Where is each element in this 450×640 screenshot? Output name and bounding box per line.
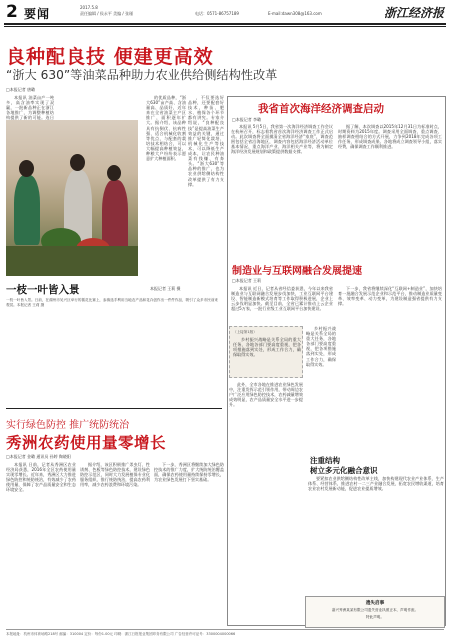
masthead <box>0 0 450 24</box>
bottom-col-2: 据介绍，该区积极推广杀虫灯、性诱剂、色板等绿色防控技术，建设绿色防控示范区，同时大力发展植保专业化服务组织，推行统防统治，提高农药利用率，减少农药浪费和环境污染。 <box>80 462 150 488</box>
manufacturing-byline: □本报记者 王莉 <box>232 278 262 283</box>
masthead-rule <box>4 23 446 25</box>
ocean-survey-col-2: 据了解，本次调查以2015年12月31日为标准时点，时期资料为2015年度。调查采用全面调查、重点调查、抽样调查相结合的方式开展，力争到2018年完成各项工作任务，形成调查成果。各地将成立调查领导小组，落实经费，确保调查工作顺利推进。 <box>338 124 442 150</box>
page-number: 2 <box>6 2 18 22</box>
manufacturing-col-2: 下一步，我省将继续深化“互联网+制造业”，加快培育一批融合发展示范企业和示范平台，推动制造业质量变革、效率变革、动力变革，为建设制造强省提供有力支撑。 <box>338 286 442 307</box>
lead-byline: □本报记者 唐璐 <box>6 87 36 92</box>
newspaper-logo: 浙江经济报 <box>383 6 444 20</box>
continued-side-col: 乡村振兴战略是关系全局的重大任务，各地各部门要高度重视，把各项措施落到实处，形成工作合力，确保取得实效。 <box>306 326 336 367</box>
manufacturing-col-1: 本报讯 近日，记者从省经信委获悉，今年以来我省制造业与互联网融合发展步伐加快，工业互联网平台建设、智能制造新模式培育等工作取得积极进展，企业上云步伐明显加快。截至目前，全省已累计推动上云企业超过5万家，一批行业级工业互联网平台加快建设。 <box>231 286 333 312</box>
lead-headline: 良种配良技 便建更高效 <box>6 46 214 68</box>
section-title: 要闻 <box>24 7 51 21</box>
photo-caption-text: 一枝一叶皆入景。日前，在湖州市吴兴区举行的插花比赛上，参赛选手利用当地农产品和花卉创作出一件件作品，吸引了众多市民前来观赏。本报记者 王莉 摄 <box>6 298 219 307</box>
subsection-subtitle: 树立多元化融合意识 <box>310 466 378 475</box>
person-head <box>70 154 85 171</box>
lead-col-2: 的优质品种，“浙大630”亩产高、含油量高、品质好，近年来在全省油菜主产区推广，面积逐年扩大。据介绍，该品种具有抗倒伏、抗病性强、适合机械化收割等优点，与配套的栽培技术相结合，可以大幅提高种植效益，种粮大户纷纷表示愿意扩大种植面积。 <box>146 95 186 162</box>
subsection-text: 要紧扣农业供给侧结构性改革主线，加快构建现代农业产业体系、生产体系、经营体系，推进农村一二三产业融合发展，拓宽农民增收渠道，培育农业农村发展新动能，促进农业提质增效。 <box>308 476 444 492</box>
email: E-mail:dawn308@163.com <box>268 11 322 16</box>
bottom-kicker: 实行绿色防控 推广统防统治 <box>6 420 130 431</box>
subsection-title: 注重结构 <box>310 456 340 465</box>
table-greenery <box>6 246 138 276</box>
notice-box <box>305 596 445 628</box>
lead-col-1: 本报讯 油菜亩产一吨多，高含油率实现了双赢，一批新品种正在浙江各地推广，为调整种植结构提供了新的可能。连日 <box>6 95 54 121</box>
continued-text: 乡村振兴战略是关系全局的重大任务，各地各部门要高度重视，把各项措施落到实处，形成工作合力，确保取得实效。 <box>233 337 301 358</box>
ocean-survey-col-1: 本报讯 5月5日，我省第一次海洋经济调查工作会议在杭州召开，标志着我省首次海洋经济调查工作正式启动。此次调查将全面摸清全省海洋经济“家底”，调查范围包括全省沿海地区，调查内容包括海洋经济活动单位基本情况、重点海洋产业、海洋相关产业等，将为制定海洋经济发展规划和政策提供数据支撑。 <box>231 124 333 155</box>
ocean-survey-headline: 我省首次海洋经济调查启动 <box>258 103 384 115</box>
bottom-byline: □本报记者 金璐 通讯员 孙婷 陶晓阳 <box>6 454 71 459</box>
continued-label: （上接第1版） <box>233 330 257 334</box>
person-figure <box>14 175 40 245</box>
lead-col-3: ，不仅要选好品种，还要配套好技术，种苗、肥水、植保各个环节都有讲究。专家介绍说，“良种配良技”是提高油菜生产效益的关键，通过推广轻简化栽培、机械化生产等技术，可以降低生产成本，让农民种油菜有钱赚、有奔头。“浙大630”等品种的推广，也为农业供给侧结构性改革提供了有力支撑。 <box>188 95 224 187</box>
person-head <box>107 165 121 181</box>
bottom-divider <box>6 408 222 409</box>
right-continued-col: 此外，全市各地在推进农业绿色发展中，注重发挥示范引领作用，带动周边农户广泛应用绿色防控技术，农药减量增效成效明显，农产品质量安全水平进一步提升。 <box>229 382 303 408</box>
notice-line-2: 特此声明。 <box>366 615 384 619</box>
issue-date: 2017.5.8 <box>80 5 98 10</box>
manufacturing-headline: 制造业与互联网融合发展提速 <box>232 266 362 277</box>
lead-subhead: “浙大 630”等油菜品种助力农业供给侧结构性改革 <box>6 68 278 82</box>
phone: 电话：0571-86757189 <box>195 11 239 16</box>
notice-title: 遗失启事 <box>365 601 385 606</box>
bottom-col-1: 本报讯 日前，记者从秀洲区农业经济局获悉，2016年全区农药使用量实现零增长。近年来，秀洲区大力推进绿色防控和统防统治，有效减少了农药使用量，保障了农产品质量安全和生态环境安全。 <box>6 462 76 493</box>
continued-sidebar <box>229 326 303 378</box>
page-footer: 本报地址：杭州市体育场路218号 邮编：310004 定价：每份1.00元 印刷：浙江日报报业集团印务有限公司 广告经营许可证号：3300004000066 <box>6 629 444 638</box>
news-photo <box>6 120 138 272</box>
notice-line-1: 嘉兴秀洲某某有限公司遗失营业执照正本，声明作废。 <box>331 608 419 612</box>
bottom-headline: 秀洲农药使用量零增长 <box>6 434 167 452</box>
person-head <box>19 160 34 177</box>
bottom-col-3: 下一步，秀洲区将继续加大绿色防控技术的推广力度，扩大统防统治覆盖面，确保农药使用量持续保持零增长，为农业绿色发展打下坚实基础。 <box>154 462 224 483</box>
masthead-rule-thin <box>4 26 446 27</box>
photo-caption-title: 一枝一叶皆入景 <box>6 284 80 296</box>
editor-credit: 责任编辑 / 侯永平 美编 / 张瑾 <box>80 11 134 16</box>
ocean-survey-byline: □本报记者 李璐 <box>232 117 262 122</box>
photo-credit: 本报记者 王莉 摄 <box>150 286 181 291</box>
